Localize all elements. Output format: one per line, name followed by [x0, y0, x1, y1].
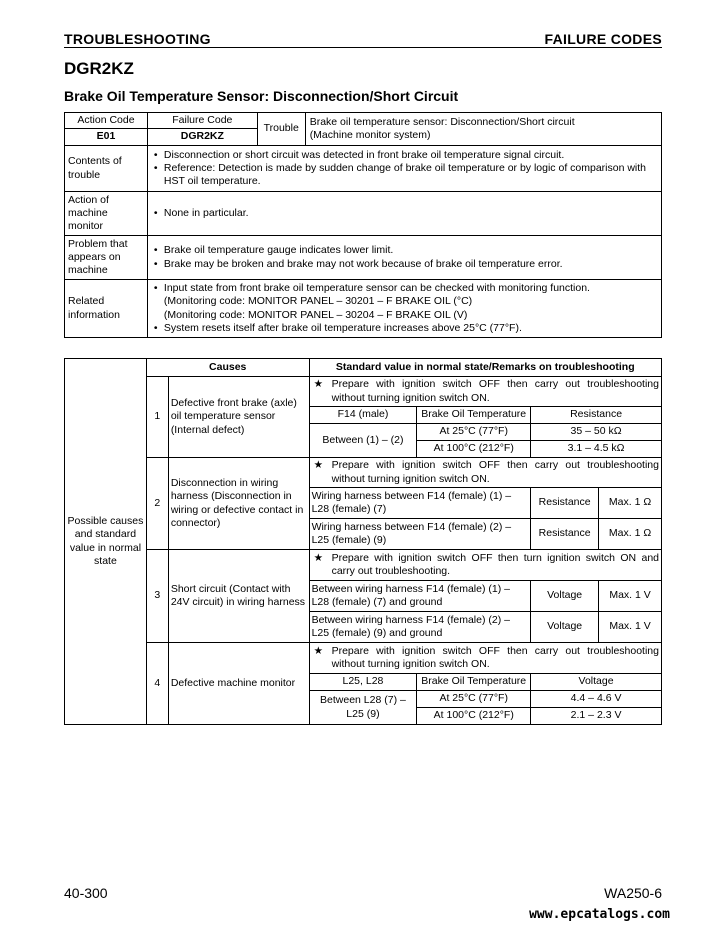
page-number: 40-300: [64, 885, 108, 901]
cause-description: Defective machine monitor: [168, 643, 309, 725]
measurement-item: Voltage: [531, 581, 599, 612]
trouble-label: Trouble: [257, 113, 305, 146]
standard-value: Max. 1 V: [599, 612, 662, 643]
header-rule: [64, 47, 662, 48]
standard-value: 3.1 – 4.5 kΩ: [531, 441, 662, 458]
procedure-note: ★ Prepare with ignition switch OFF then carry out troubleshooting without turning ignition switch ON.: [309, 377, 661, 407]
standard-value-header: Standard value in normal state/Remarks on troubleshooting: [309, 359, 661, 377]
cause-number: 2: [146, 458, 168, 550]
watermark: www.epcatalogs.com: [529, 907, 670, 922]
connector-header: L25, L28: [309, 674, 417, 691]
model-name: WA250-6: [604, 885, 662, 901]
standard-value: Max. 1 Ω: [599, 519, 662, 550]
chapter-header: FAILURE CODES: [544, 31, 662, 47]
procedure-note: ★ Prepare with ignition switch OFF then carry out troubleshooting without turning ignition switch ON.: [309, 643, 661, 674]
harness-description: Wiring harness between F14 (female) (2) – L25 (female) (9): [309, 519, 531, 550]
standard-value: 35 – 50 kΩ: [531, 424, 662, 441]
list-item: • Disconnection or short circuit was detected in front brake oil temperature signal circuit.: [152, 149, 657, 162]
harness-description: Wiring harness between F14 (female) (1) – L28 (female) (7): [309, 488, 531, 519]
star-icon: ★: [313, 551, 323, 564]
cause-number: 4: [146, 643, 168, 725]
action-code-value: E01: [65, 129, 148, 146]
problem-label: Problem that appears on machine: [65, 236, 148, 280]
action-of-monitor: [147, 192, 661, 236]
causes-header: Causes: [146, 359, 309, 377]
trouble-desc-line: Brake oil temperature sensor: Disconnection/Short circuit: [309, 115, 575, 128]
failure-code-value: DGR2KZ: [147, 129, 257, 146]
temperature-value: At 25°C (77°F): [417, 424, 531, 441]
star-icon: ★: [313, 378, 323, 391]
temperature-value: At 25°C (77°F): [417, 691, 531, 708]
connector-header: F14 (male): [309, 407, 417, 424]
cause-number: 1: [146, 377, 168, 458]
cause-description: Defective front brake (axle) oil temperature sensor (Internal defect): [168, 377, 309, 458]
measurement-header: Voltage: [531, 674, 662, 691]
measurement-item: Resistance: [531, 488, 599, 519]
temperature-header: Brake Oil Temperature: [417, 674, 531, 691]
cause-number: 3: [146, 550, 168, 643]
list-item: • System resets itself after brake oil temperature increases above 25°C (77°F).: [152, 322, 657, 335]
failure-title: Brake Oil Temperature Sensor: Disconnection/Short Circuit: [64, 88, 459, 104]
contents-of-trouble: [147, 146, 661, 192]
standard-value: 2.1 – 2.3 V: [531, 708, 662, 725]
temperature-header: Brake Oil Temperature: [417, 407, 531, 424]
procedure-note: ★ Prepare with ignition switch OFF then turn ignition switch ON and carry out troubleshooting.: [309, 550, 661, 581]
related-information: [147, 280, 661, 338]
temperature-value: At 100°C (212°F): [417, 708, 531, 725]
measure-points: Between (1) – (2): [309, 424, 417, 458]
star-icon: ★: [313, 644, 323, 657]
list-item: • Input state from front brake oil temperature sensor can be checked with monitoring function. (Monitoring code: MONITOR PANEL – 30201 – F BRAKE OIL (°C) (Monitoring code: MONITOR PANEL – 30204 – F BRAKE OIL (V): [152, 282, 657, 321]
measurement-item: Voltage: [531, 612, 599, 643]
problem-on-machine: [147, 236, 661, 280]
procedure-note: ★ Prepare with ignition switch OFF then carry out troubleshooting without turning ignition switch ON.: [309, 458, 661, 488]
harness-description: Between wiring harness F14 (female) (2) – L25 (female) (9) and ground: [309, 612, 531, 643]
list-item: • None in particular.: [152, 207, 657, 220]
action-label: Action of machine monitor: [65, 192, 148, 236]
temperature-value: At 100°C (212°F): [417, 441, 531, 458]
star-icon: ★: [313, 459, 323, 472]
action-code-label: Action Code: [65, 113, 148, 129]
section-header: TROUBLESHOOTING: [64, 31, 211, 47]
harness-description: Between wiring harness F14 (female) (1) – L28 (female) (7) and ground: [309, 581, 531, 612]
list-item: • Reference: Detection is made by sudden change of brake oil temperature or by logic of comparison with HST oil temperature.: [152, 162, 657, 188]
contents-label: Contents of trouble: [65, 146, 148, 192]
standard-value: 4.4 – 4.6 V: [531, 691, 662, 708]
trouble-desc-line: (Machine monitor system): [309, 129, 431, 141]
failure-code-label: Failure Code: [147, 113, 257, 129]
trouble-description: [305, 113, 661, 146]
standard-value: Max. 1 V: [599, 581, 662, 612]
measurement-item: Resistance: [531, 519, 599, 550]
measure-points: Between L28 (7) – L25 (9): [309, 691, 417, 725]
standard-value: Max. 1 Ω: [599, 488, 662, 519]
cause-description: Disconnection in wiring harness (Disconnection in wiring or defective contact in connector): [168, 458, 309, 550]
list-item: • Brake oil temperature gauge indicates lower limit.: [152, 244, 657, 257]
related-label: Related information: [65, 280, 148, 338]
failure-code-title: DGR2KZ: [64, 59, 134, 78]
causes-side-label: Possible causes and standard value in normal state: [65, 359, 147, 725]
list-item: • Brake may be broken and brake may not work because of brake oil temperature error.: [152, 258, 657, 271]
cause-description: Short circuit (Contact with 24V circuit) in wiring harness: [168, 550, 309, 643]
causes-table: [64, 358, 662, 725]
measurement-header: Resistance: [531, 407, 662, 424]
failure-info-table: [64, 112, 662, 338]
